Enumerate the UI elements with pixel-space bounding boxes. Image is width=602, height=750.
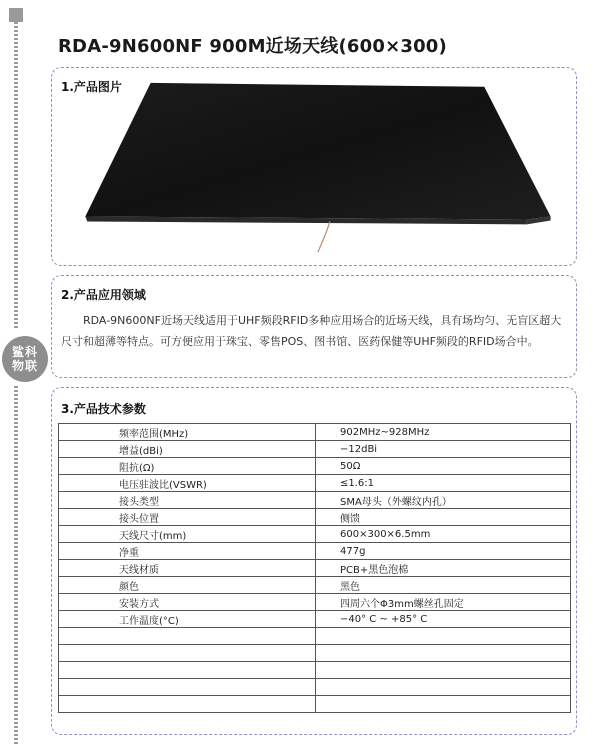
spec-value: 黑色: [316, 577, 571, 594]
spec-value: −40° C ~ +85° C: [316, 611, 571, 628]
spec-key: [59, 645, 316, 662]
table-row: [59, 526, 571, 543]
spec-key: 工作温度(°C): [59, 611, 316, 628]
spec-value: [316, 679, 571, 696]
section-title: 3.产品技术参数: [61, 402, 146, 416]
table-row: [59, 645, 571, 662]
spec-value: 四周六个Φ3mm螺丝孔固定: [316, 594, 571, 611]
table-row: [59, 543, 571, 560]
spec-value: ≤1.6:1: [316, 475, 571, 492]
spec-key: 安装方式: [59, 594, 316, 611]
spec-key: 净重: [59, 543, 316, 560]
product-photo: [52, 68, 576, 265]
section-product-image: [51, 67, 577, 266]
section-specs: [51, 387, 577, 735]
page-title: RDA-9N600NF 900M近场天线(600×300): [58, 36, 447, 57]
table-row: [59, 441, 571, 458]
rail-dotted-line-top: [14, 22, 18, 328]
table-row: [59, 696, 571, 713]
spec-value: 侧馈: [316, 509, 571, 526]
spec-key: 天线尺寸(mm): [59, 526, 316, 543]
spec-key: 颜色: [59, 577, 316, 594]
application-description: RDA-9N600NF近场天线适用于UHF频段RFID多种应用场合的近场天线，具有场均匀、无盲区超大尺寸和超薄等特点。可方便应用于珠宝、零售POS、图书馆、医药保健等UHF频段的RFID场合中。: [61, 314, 562, 348]
brand-badge: [2, 336, 48, 382]
spec-value: 477g: [316, 543, 571, 560]
table-row: [59, 577, 571, 594]
brand-line-1: 鲨科: [11, 345, 38, 359]
section-title: 2.产品应用领域: [61, 288, 146, 302]
spec-value: −12dBi: [316, 441, 571, 458]
spec-value: [316, 662, 571, 679]
spec-key: 接头类型: [59, 492, 316, 509]
spec-key: 阻抗(Ω): [59, 458, 316, 475]
spec-key: 增益(dBi): [59, 441, 316, 458]
spec-value: [316, 696, 571, 713]
table-row: [59, 560, 571, 577]
spec-value: [316, 645, 571, 662]
brand-line-2: 物联: [11, 359, 38, 373]
rail-dotted-line-bottom: [14, 386, 18, 746]
table-row: [59, 458, 571, 475]
table-row: [59, 424, 571, 441]
table-row: [59, 662, 571, 679]
table-row: [59, 679, 571, 696]
table-row: [59, 594, 571, 611]
table-row: [59, 628, 571, 645]
table-row: [59, 611, 571, 628]
spec-key: [59, 662, 316, 679]
section-applications: [51, 275, 577, 378]
spec-value: 902MHz~928MHz: [316, 424, 571, 441]
spec-key: [59, 696, 316, 713]
spec-value: [316, 628, 571, 645]
spec-key: 天线材质: [59, 560, 316, 577]
spec-key: 接头位置: [59, 509, 316, 526]
antenna-cable: [318, 221, 330, 252]
spec-value: 600×300×6.5mm: [316, 526, 571, 543]
spec-key: 频率范围(MHz): [59, 424, 316, 441]
table-row: [59, 509, 571, 526]
spec-value: PCB+黑色泡棉: [316, 560, 571, 577]
table-row: [59, 492, 571, 509]
spec-key: 电压驻波比(VSWR): [59, 475, 316, 492]
spec-value: SMA母头（外螺纹内孔）: [316, 492, 571, 509]
spec-key: [59, 679, 316, 696]
table-row: [59, 475, 571, 492]
spec-key: [59, 628, 316, 645]
section-title: 1.产品图片: [61, 80, 122, 94]
spec-value: 50Ω: [316, 458, 571, 475]
spec-table: [58, 423, 571, 713]
rail-marker: [9, 8, 23, 22]
